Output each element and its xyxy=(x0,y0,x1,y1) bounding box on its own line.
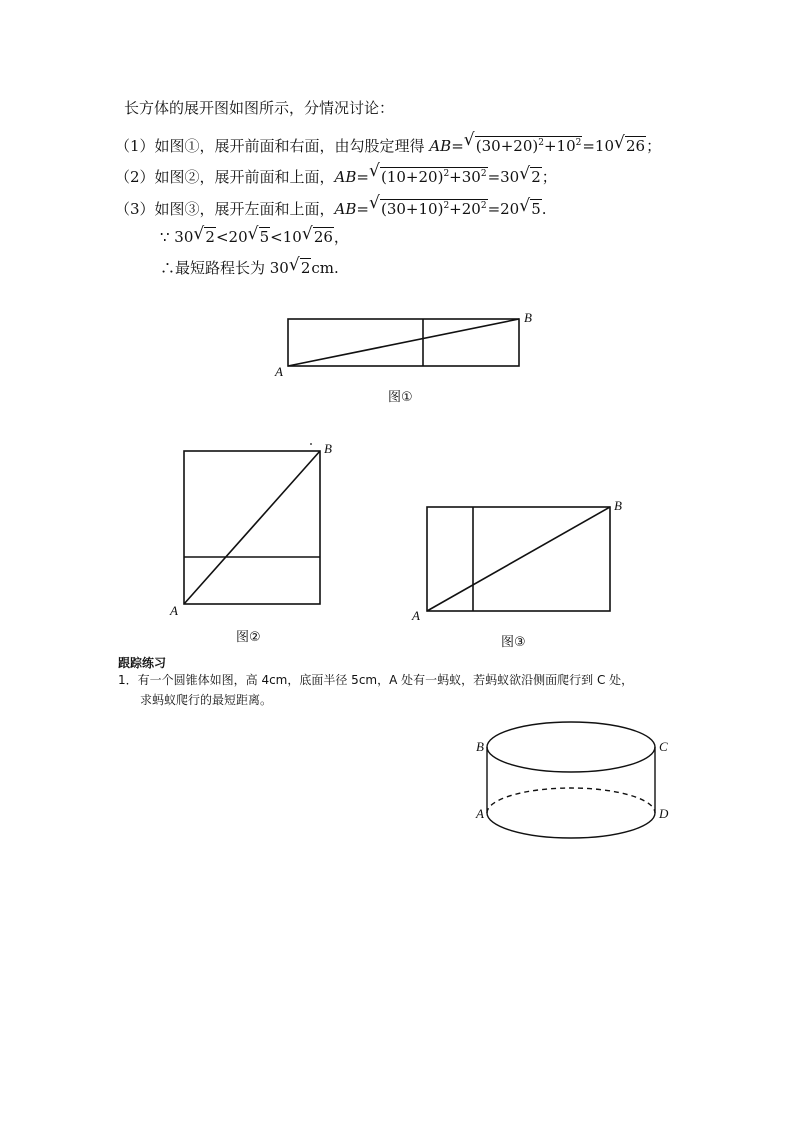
case-3-rad-tail: +20 xyxy=(449,200,481,218)
case-2-eq: = xyxy=(356,168,369,186)
compare-r1: 2 xyxy=(205,228,215,246)
figure-1 xyxy=(288,319,519,366)
fig1-label-a: A xyxy=(275,364,283,379)
case-3-result-pre: =20 xyxy=(487,200,520,218)
compare-r3: 26 xyxy=(313,228,333,246)
compare-lt2: <10 xyxy=(270,228,302,246)
case-1-rad-tail: +10 xyxy=(543,137,576,155)
case-1-result-rad: 26 xyxy=(626,137,646,155)
case-2-rad-sup: 2 xyxy=(443,169,450,179)
compare-lt1: <20 xyxy=(215,228,248,246)
case-2-result-radical: √ 2 xyxy=(519,164,541,186)
fig3-label-a: A xyxy=(412,608,420,623)
case-1-rad-tail-sup: 2 xyxy=(575,138,582,148)
case-3-radical: √ $(30+10)^2+20^2$ xyxy=(368,193,487,218)
case-2-result-pre: =30 xyxy=(487,168,520,186)
compare-radical-2: √ 5 xyxy=(247,224,270,246)
case-1-result-radical: √ 26 xyxy=(614,133,646,155)
practice-q1-line1: 1．有一个圆锥体如图，高 4cm，底面半径 5cm，A 处有一蚂蚁，若蚂蚁欲沿侧面爬行到 C 处， xyxy=(118,673,634,687)
practice-q1-line2: 求蚂蚁爬行的最短距离。 xyxy=(140,693,273,707)
compare-r2: 5 xyxy=(259,228,270,246)
case-1-rad-sup: 2 xyxy=(538,138,544,148)
case-2-result-rad: 2 xyxy=(531,168,541,186)
case-3-rad-tail-sup: 2 xyxy=(480,201,487,211)
compare-radical-3: √ 26 xyxy=(301,224,333,246)
fig2-dot xyxy=(310,443,312,445)
case-3-rad: (30+10) xyxy=(380,200,444,218)
intro-text: 长方体的展开图如图所示，分情况讨论： xyxy=(124,99,395,117)
case-1-end: ； xyxy=(646,137,662,155)
cylinder-label-c: C xyxy=(659,739,668,754)
case-3-end: . xyxy=(541,200,547,218)
case-3-eq: = xyxy=(356,200,369,218)
compare-because: ∵ 30 xyxy=(160,228,194,246)
figure-3 xyxy=(427,507,610,611)
case-1-eq: = xyxy=(451,137,464,155)
cylinder-label-d: D xyxy=(659,806,669,821)
practice-heading: 跟踪练习 xyxy=(118,656,167,670)
case-1-prefix: （1）如图①，展开前面和右面，由勾股定理得 xyxy=(115,137,430,155)
cylinder-figure xyxy=(487,722,655,838)
cylinder-bottom-back xyxy=(487,788,655,813)
fig2-diagonal xyxy=(184,451,320,604)
fig1-label-b: B xyxy=(524,310,532,325)
compare-end: ， xyxy=(333,228,349,246)
case-1-rad: (30+20) xyxy=(475,137,539,155)
conclusion-radical: √ 2 xyxy=(288,255,311,277)
case-2-radical: √ $(10+20)^2+30^2$ xyxy=(368,161,487,186)
cylinder-label-a: A xyxy=(476,806,484,821)
fig3-diagonal xyxy=(427,507,610,611)
case-3-rad-sup: 2 xyxy=(443,201,450,211)
case-3-result-rad: 5 xyxy=(531,200,541,218)
case-3-ab: AB xyxy=(334,200,357,218)
case-3-prefix: （3）如图③，展开左面和上面， xyxy=(115,200,335,218)
conclusion-unit: cm. xyxy=(311,259,339,277)
fig2-label-a: A xyxy=(170,603,178,618)
fig2-caption: 图② xyxy=(236,630,261,645)
conclusion-therefore: ∴最短路程长为 30 xyxy=(160,259,289,277)
cylinder-top-ellipse xyxy=(487,722,655,772)
case-2-rad-tail: +30 xyxy=(449,168,481,186)
fig3-caption: 图③ xyxy=(501,635,526,650)
fig2-label-b: B xyxy=(324,441,332,456)
case-1-ab: AB xyxy=(429,137,452,155)
case-2-rad-tail-sup: 2 xyxy=(480,169,487,179)
figure-2 xyxy=(184,451,320,604)
case-1-radical: √ $(30+20)^2+10^2$ xyxy=(463,130,582,155)
case-1-result-pre: =10 xyxy=(582,137,614,155)
case-2-prefix: （2）如图②，展开前面和上面， xyxy=(115,168,335,186)
conclusion-r: 2 xyxy=(300,259,311,277)
case-2-end: ； xyxy=(541,168,557,186)
compare-radical-1: √ 2 xyxy=(193,224,215,246)
fig3-label-b: B xyxy=(614,498,622,513)
case-2-rad: (10+20) xyxy=(380,168,444,186)
case-2-ab: AB xyxy=(334,168,357,186)
fig1-diagonal xyxy=(288,319,519,366)
cylinder-bottom-front xyxy=(487,813,655,838)
cylinder-label-b: B xyxy=(476,739,484,754)
case-3-result-radical: √ 5 xyxy=(519,196,541,218)
fig1-caption: 图① xyxy=(388,390,413,405)
